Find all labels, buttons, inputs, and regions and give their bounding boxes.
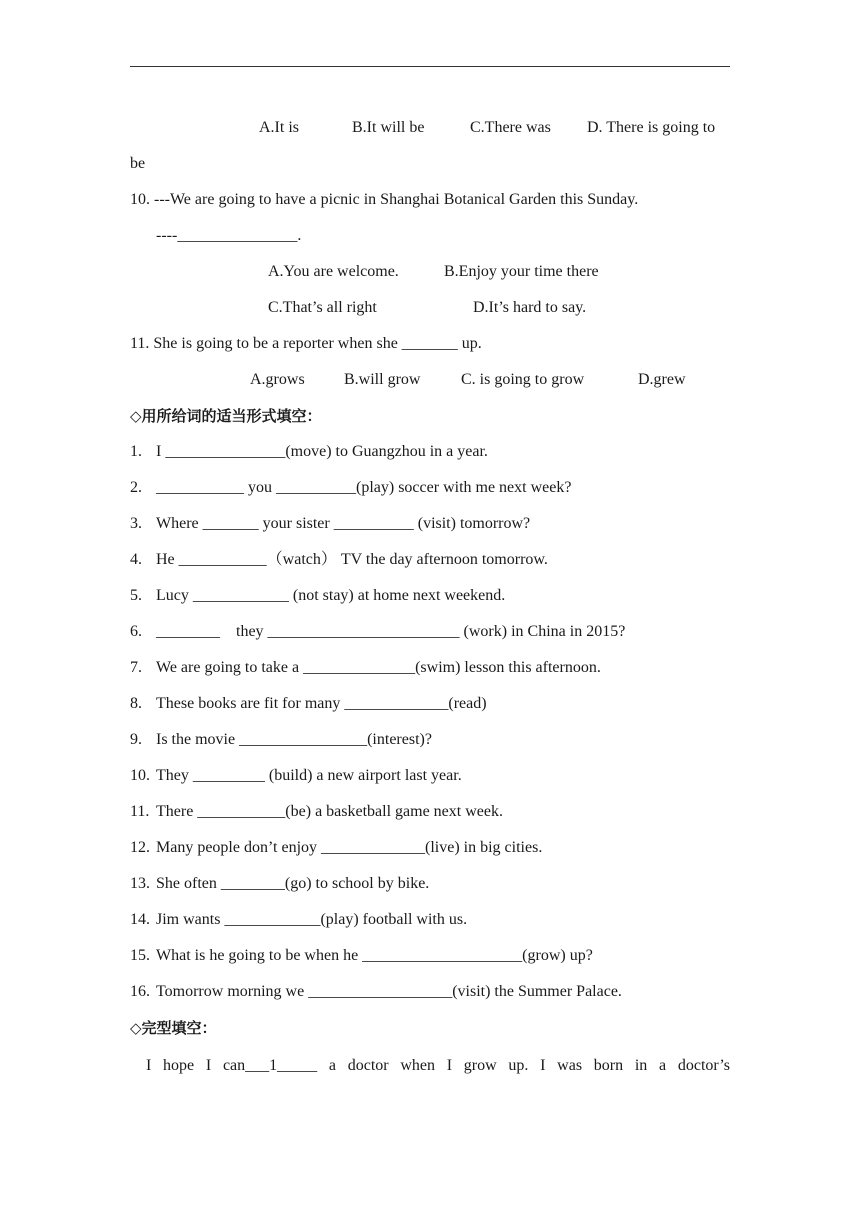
fill-item-text: He ___________（watch） TV the day afternoon tomorrow. bbox=[156, 551, 548, 568]
q11-option-b: B.will grow bbox=[344, 371, 421, 388]
fill-item-text: Where _______ your sister __________ (visit) tomorrow? bbox=[156, 515, 531, 532]
fill-item-number: 1. bbox=[130, 443, 142, 460]
cloze-passage-line: I hope I can___1_____ a doctor when I grow up. I was born in a doctor’s bbox=[146, 1057, 730, 1074]
q10-option-b: B.Enjoy your time there bbox=[444, 263, 599, 280]
q9-option-c: C.There was bbox=[470, 119, 551, 136]
fill-item-number: 5. bbox=[130, 587, 142, 604]
q10-option-d: D.It’s hard to say. bbox=[473, 299, 587, 316]
fill-item-text: We are going to take a ______________(swim) lesson this afternoon. bbox=[156, 659, 601, 676]
fill-item-number: 6. bbox=[130, 623, 142, 640]
q10-option-a: A.You are welcome. bbox=[268, 263, 399, 280]
fill-item-text: What is he going to be when he ____________________(grow) up? bbox=[156, 947, 593, 964]
fill-item-number: 16. bbox=[130, 983, 150, 1000]
q11-stem: 11. She is going to be a reporter when she _______ up. bbox=[130, 335, 482, 352]
fill-item-number: 12. bbox=[130, 839, 150, 856]
fill-item-number: 2. bbox=[130, 479, 142, 496]
fill-item-number: 4. bbox=[130, 551, 142, 568]
q10-stem: 10. -‑‑We are going to have a picnic in Shanghai Botanical Garden this Sunday. bbox=[130, 191, 639, 208]
header-rule bbox=[130, 66, 730, 67]
fill-item-text: ___________ you __________(play) soccer with me next week? bbox=[156, 479, 572, 496]
section-heading-cloze: ◇完型填空： bbox=[130, 1019, 217, 1037]
fill-item-text: Is the movie ________________(interest)? bbox=[156, 731, 432, 748]
q10-reply: ----_______________. bbox=[156, 227, 302, 244]
fill-item-number: 7. bbox=[130, 659, 142, 676]
fill-item-text: Jim wants ____________(play) football with us. bbox=[156, 911, 468, 928]
fill-item-number: 10. bbox=[130, 767, 150, 784]
fill-item-number: 13. bbox=[130, 875, 150, 892]
q11-option-a: A.grows bbox=[250, 371, 305, 388]
fill-item-text: ________ they ________________________ (work) in China in 2015? bbox=[156, 623, 626, 640]
q9-option-b: B.It will be bbox=[352, 119, 425, 136]
q11-option-c: C. is going to grow bbox=[461, 371, 585, 388]
fill-item-text: She often ________(go) to school by bike. bbox=[156, 875, 430, 892]
q9-option-d: D. There is going to bbox=[587, 119, 716, 136]
fill-item-text: These books are fit for many _____________(read) bbox=[156, 695, 487, 712]
fill-item-number: 11. bbox=[130, 803, 150, 820]
fill-item-number: 14. bbox=[130, 911, 150, 928]
fill-item-number: 15. bbox=[130, 947, 150, 964]
q9-option-d-wrap: be bbox=[130, 155, 146, 172]
fill-item-text: There ___________(be) a basketball game next week. bbox=[156, 803, 503, 820]
section-heading-fill-in: ◇用所给词的适当形式填空： bbox=[130, 407, 322, 425]
q9-option-a: A.It is bbox=[259, 119, 299, 136]
q10-option-c: C.That’s all right bbox=[268, 299, 377, 316]
fill-item-number: 3. bbox=[130, 515, 142, 532]
fill-item-text: They _________ (build) a new airport last year. bbox=[156, 767, 462, 784]
q11-option-d: D.grew bbox=[638, 371, 686, 388]
fill-item-text: I _______________(move) to Guangzhou in a year. bbox=[156, 443, 488, 460]
fill-item-text: Many people don’t enjoy _____________(live) in big cities. bbox=[156, 839, 543, 856]
fill-item-number: 9. bbox=[130, 731, 142, 748]
fill-item-number: 8. bbox=[130, 695, 142, 712]
fill-item-text: Tomorrow morning we __________________(visit) the Summer Palace. bbox=[156, 983, 622, 1000]
fill-item-text: Lucy ____________ (not stay) at home next weekend. bbox=[156, 587, 506, 604]
